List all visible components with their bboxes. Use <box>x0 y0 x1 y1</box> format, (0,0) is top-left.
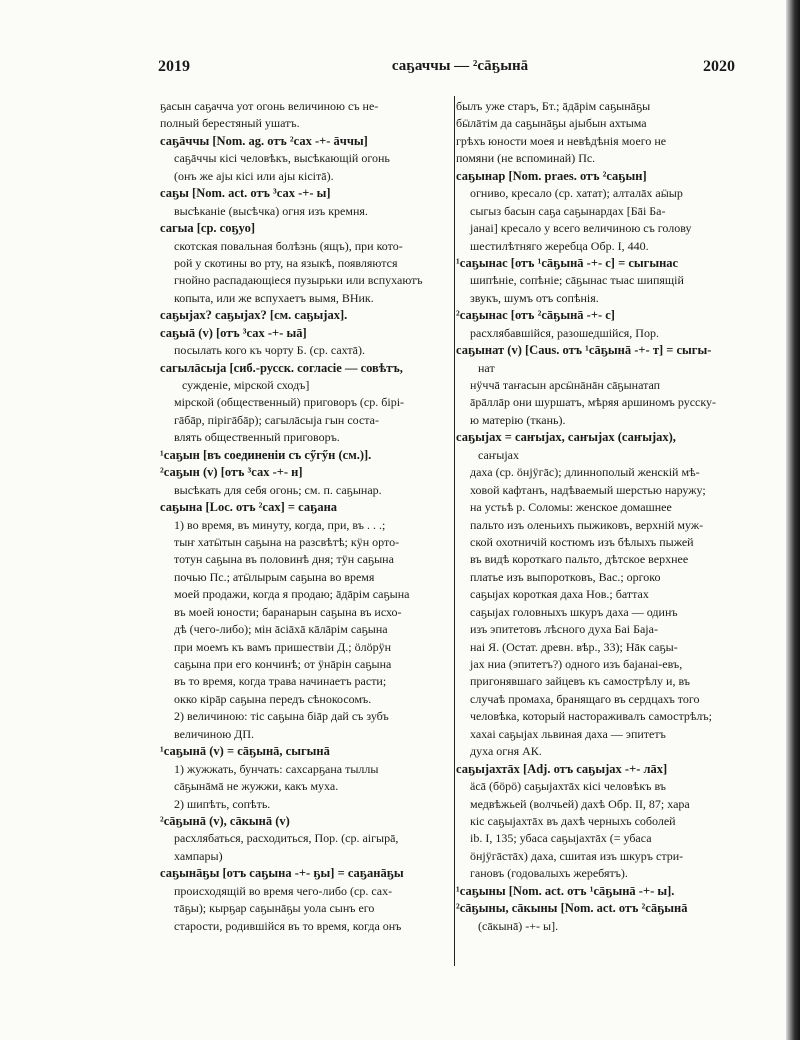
entry-text-line: звукъ, шумъ отъ сопѣнія. <box>470 290 599 305</box>
entry-text-line: 1) жужжать, бунчать: сахсарҕана тыллы <box>174 761 379 776</box>
entry-headword-line: ²саҕын (v) [отъ ³сах -+- н] <box>160 465 303 480</box>
entry-text-line: пальто изъ оленьихъ пыжиковъ, верхній муж- <box>470 517 704 532</box>
entry-text-line: помяни (не вспоминай) Пс. <box>456 151 596 166</box>
entry-text-line: скотская повальная болѣзнь (ящъ), при кото- <box>174 238 403 253</box>
left-column <box>160 98 452 935</box>
entry-text-line: изъ эпитетовъ лѣсного духа Баі Баjа- <box>470 622 658 637</box>
entry-text-line: былъ уже старъ, Бт.; āдāрім саҕынāҕы <box>456 99 651 113</box>
entry-headword-line: саҕына [Loc. отъ ²сах] = саҕана <box>160 500 338 515</box>
entry-text-line: платье изъ выпоротковъ, Вас.; оргоко <box>470 569 661 584</box>
entry-text-line: сыгыз басын саҕа саҕынардах [Бāі Ба- <box>470 203 666 218</box>
entry-text-line: величиною ДП. <box>174 726 255 741</box>
column-divider <box>454 96 455 966</box>
entry-text-line: пригонявшаго зайцевъ къ самострѣлу и, въ <box>470 674 691 689</box>
entry-text-line: ховой кафтанъ, надѣваемый шерстью наружу; <box>470 482 706 497</box>
entry-text-line: расхлябавшійся, разошедшійся, Пор. <box>470 325 659 340</box>
entry-text-line: (сāкынā) -+- ы]. <box>478 918 559 933</box>
entry-text-line: тыҥ хатӹтын саҕына на разсвѣтѣ; кӱн орто- <box>174 534 400 549</box>
entry-headword-line: ¹саҕын [въ соединеніи съ сӳгӳн (см.)]. <box>160 447 372 462</box>
entry-headword-line: ¹саҕынā (v) = сāҕынā, сыгынā <box>160 744 330 759</box>
entry-text-line: сāҕынāмā не жужжи, какъ муха. <box>174 779 339 794</box>
entry-text-line: ской охотничій костюмъ изъ бѣлыхъ пыжей <box>470 534 694 549</box>
entry-headword-line: ²саҕынас [отъ ²сāҕынā -+- с] <box>456 308 615 323</box>
entry-headword-line: саҕыjах = саҥыjах, саҥыjах (саҥыjах), <box>456 430 676 445</box>
entry-text-line: шестилѣтняго жеребца Обр. I, 440. <box>470 238 649 253</box>
entry-text-line: копыта, или же вспухаетъ вымя, ВНик. <box>174 290 374 305</box>
entry-headword-line: саҕынāҕы [отъ саҕына -+- ҕы] = саҕанāҕы <box>160 866 404 881</box>
entry-headword-line: ²сāҕынā (v), сāкынā (v) <box>160 813 290 828</box>
entry-text-line: расхлябаться, расходиться, Пор. (ср. аігырā, <box>174 831 399 846</box>
entry-text-line: огниво, кресало (ср. хатат); алталāх аӹыр <box>470 186 683 201</box>
entry-text-line: тāҕы); кырҕар саҕынāҕы уола сынъ его <box>174 901 375 916</box>
entry-text-line: тотун саҕына въ половинѣ дня; тӱн саҕына <box>174 552 394 567</box>
entry-text-line: рой у скотины во рту, на языкѣ, появляются <box>174 255 398 270</box>
entry-text-line: jах ниа (эпитетъ?) одного изъ баjанаі-евъ, <box>470 657 683 671</box>
entry-headword-line: саҕыā (v) [отъ ³сах -+- ыā] <box>160 325 307 340</box>
entry-text-line: старости, родившійся въ то время, когда онъ <box>174 918 402 933</box>
entry-text-line: āрāллāр они шуршатъ, мѣряя аршиномъ русску- <box>470 395 717 410</box>
entry-text-line: медвѣжьей (волчьей) дахѣ Обр. II, 87; хара <box>470 796 690 811</box>
entry-text-line: (онъ же аjы кісі или аjы кісітā). <box>174 168 334 183</box>
entry-text-line: при моемъ къ вамъ пришествіи Д.; öлöрӱн <box>174 639 392 654</box>
entry-text-line: полный берестяный ушатъ. <box>160 116 300 131</box>
running-head: саҕаччы — ²сāҕынā <box>391 58 529 74</box>
entry-text-line: посылать кого къ чорту Б. (ср. сахтā). <box>174 343 365 358</box>
entry-headword-line: саҕыjах? саҕыjах? [см. саҕыjах]. <box>160 308 348 323</box>
entry-headword-line: ¹саҕынас [отъ ¹сāҕынā -+- с] = сыгынас <box>456 255 679 270</box>
entry-text-line: въ видѣ короткаго пальто, дѣтское верхнее <box>470 552 689 567</box>
entry-text-line: гановъ (годовалыхъ жеребятъ). <box>470 866 628 881</box>
entry-text-line: саҕāччы кісі человѣкъ, высѣкающій огонь <box>174 151 390 166</box>
entry-text-line: ю матерію (ткань). <box>470 412 566 427</box>
entry-text-line: высѣкать для себя огонь; см. п. саҕынар. <box>174 482 382 497</box>
entry-text-line: влять общественный приговоръ. <box>174 430 340 445</box>
entry-text-line: ib. I, 135; убаса саҕыjахтāх (= убаса <box>470 831 652 846</box>
entry-text-line: гнойно распадающіеся пузырьки или вспухаютъ <box>174 273 423 288</box>
entry-text-line: саҕына при его кончинѣ; от ӱнāрін саҕына <box>174 657 392 671</box>
entry-text-line: öнjӱгāстāх) даха, сшитая изъ шкуръ стри- <box>470 848 684 863</box>
entry-text-line: нат <box>478 360 495 375</box>
entry-text-line: дѣ (чего-либо); мін āсіāхā кāлāрім саҕына <box>174 622 388 637</box>
entry-text-line: хампары) <box>174 848 223 863</box>
entry-headword-line: саҕынар [Nom. praes. отъ ²саҕын] <box>456 168 647 183</box>
entry-text-line: духа огня АК. <box>470 744 542 759</box>
entry-text-line: шипѣніе, сопѣніе; сāҕынас тыас шипящій <box>470 273 684 288</box>
entry-text-line: саҥыjах <box>478 447 519 462</box>
entry-text-line: окко кірāр саҕына передъ сѣнокосомъ. <box>174 691 372 706</box>
page-number-right: 2020 <box>703 58 735 75</box>
entry-headword-line: саҕыjахтāх [Adj. отъ саҕыjах -+- лāх] <box>456 761 668 776</box>
entry-headword-line: саҕы [Nom. act. отъ ³сах -+- ы] <box>160 186 331 201</box>
entry-text-line: сужденіе, мірской сходъ] <box>182 378 310 392</box>
entry-text-line: человѣка, который настораживалъ самострѣлъ; <box>470 709 712 724</box>
entry-text-line: бӹлāтім да саҕынāҕы аjыбын ахтыма <box>456 116 647 131</box>
entry-text-line: ҕасын саҕачча уот огонь величиною съ не- <box>160 99 379 113</box>
entry-text-line: на устьѣ р. Соломы: женское домашнее <box>470 500 672 515</box>
entry-headword-line: саҕынат (v) [Caus. отъ ¹сāҕынā -+- т] = сыгы- <box>456 343 712 358</box>
entry-text-line: нӱччā таҥасын арсӹнāнāн сāҕынатап <box>470 378 661 392</box>
entry-text-line: гāбāр, пірігāбāр); сагылāсыjа гын соста- <box>174 412 379 427</box>
entry-headword-line: ²сāҕыны, сāкыны [Nom. act. отъ ²сāҕынā <box>456 901 688 916</box>
entry-text-line: мірской (общественный) приговоръ (ср. бірі- <box>174 395 405 410</box>
entry-text-line: 2) величиною: тіс саҕына біāр дай съ зубъ <box>174 709 389 724</box>
entry-text-line: хахаі саҕыjах львиная даха — эпитетъ <box>470 726 666 741</box>
entry-headword-line: сагыа [ср. соҕуо] <box>160 221 256 236</box>
entry-text-line: почью Пс.; атӹлырым саҕына во время <box>174 569 375 584</box>
entry-text-line: 1) во время, въ минуту, когда, при, въ . . .; <box>174 517 386 532</box>
entry-headword-line: сагылāсыjа [сиб.-русск. согласіе — совѣтъ, <box>160 360 403 375</box>
entry-text-line: происходящій во время чего-либо (ср. сах- <box>174 883 393 898</box>
entry-text-line: въ то время, когда трава начинаетъ расти; <box>174 674 387 689</box>
entry-headword-line: саҕāччы [Nom. ag. отъ ²сах -+- āччы] <box>160 133 368 148</box>
entry-text-line: наі Я. (Остат. древн. вѣр., 33); Нāк саҕы- <box>470 639 678 654</box>
entry-text-line: кіс саҕыjахтāх въ дахѣ черныхъ соболей <box>470 813 676 828</box>
entry-text-line: äсā (бöрö) саҕыjахтāх кісі человѣкъ въ <box>470 779 667 794</box>
entry-text-line: въ моей юности; баранарын саҕына въ исхо- <box>174 604 402 619</box>
page-number-left: 2019 <box>158 58 190 75</box>
entry-text-line: моей продажи, когда я продаю; āдāрім саҕына <box>174 587 410 602</box>
entry-text-line: даха (ср. öнjӱгāс); длиннополый женскій мѣ- <box>470 465 700 480</box>
entry-text-line: высѣканіе (высѣчка) огня изъ кремня. <box>174 203 368 218</box>
entry-text-line: jанаі] кресало у всего величиною съ голову <box>470 221 692 236</box>
entry-text-line: 2) шипѣть, сопѣть. <box>174 796 271 811</box>
entry-text-line: саҕыjах головныхъ шкуръ даха — одинъ <box>470 604 678 619</box>
entry-text-line: грѣхъ юности моея и невѣдѣнія моего не <box>456 133 667 148</box>
entry-headword-line: ¹саҕыны [Nom. act. отъ ¹сāҕынā -+- ы]. <box>456 883 675 898</box>
right-column <box>456 98 748 935</box>
entry-text-line: саҕыjах короткая даха Нов.; баттах <box>470 587 649 602</box>
entry-text-line: случаѣ промаха, бранящаго въ сердцахъ того <box>470 691 700 706</box>
book-spine-shadow <box>786 0 800 1040</box>
